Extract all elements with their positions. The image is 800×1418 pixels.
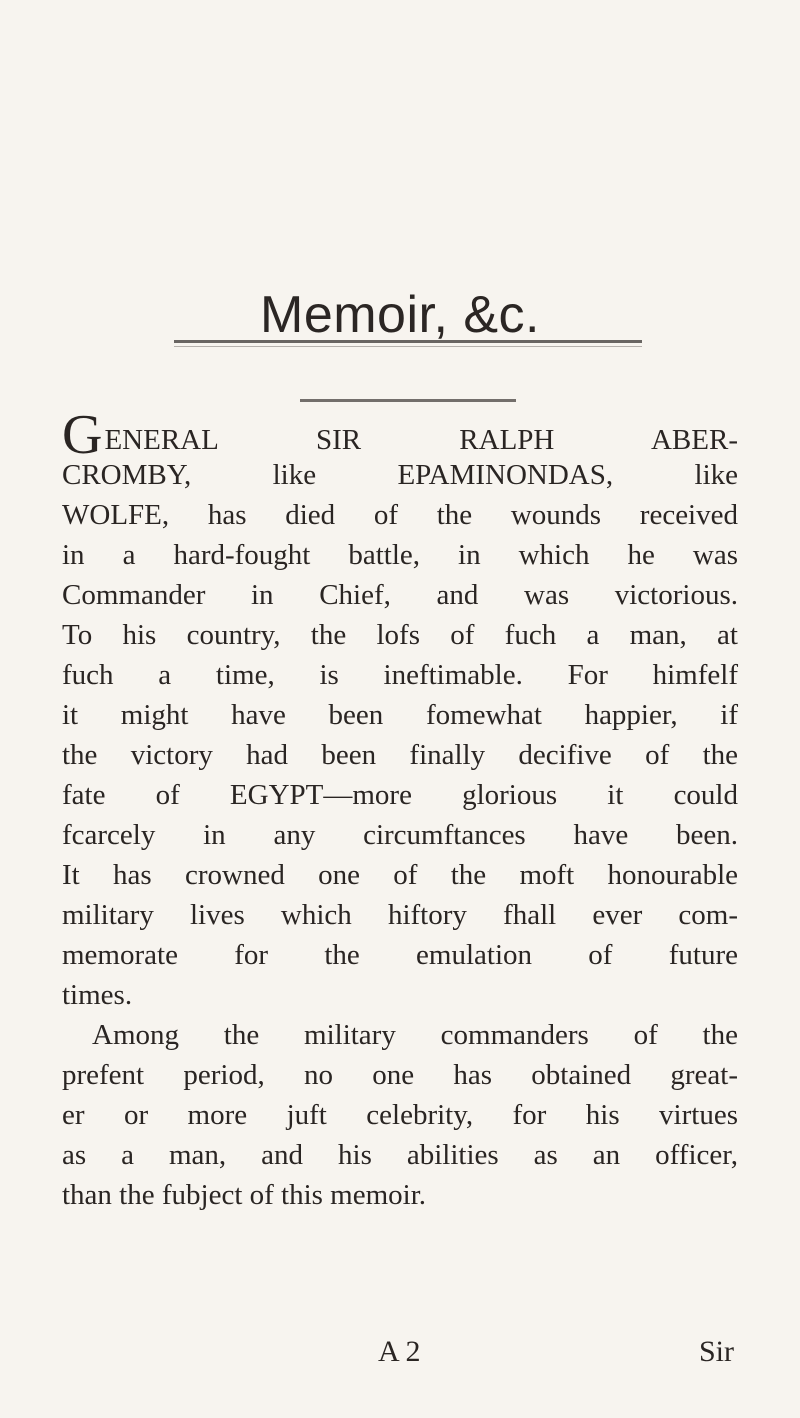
paragraph-1-line-5: Commander in Chief, and was victorious. bbox=[62, 579, 738, 611]
title-rule bbox=[300, 399, 516, 402]
top-rule-thin bbox=[174, 346, 642, 347]
page-footer bbox=[62, 1335, 738, 1375]
paragraph-1-line-4: in a hard-fought battle, in which he was bbox=[62, 539, 738, 571]
paragraph-1-line-10: fate of EGYPT—more glorious it could bbox=[62, 779, 738, 811]
paragraph-1-line-9: the victory had been finally decifive of the bbox=[62, 739, 738, 771]
paragraph-2-line-1: Among the military commanders of the bbox=[92, 1019, 738, 1051]
catchword: Sir bbox=[698, 1335, 734, 1368]
line-text: ENERAL SIR RALPH ABER- bbox=[104, 424, 738, 456]
paragraph-2-line-3: er or more juft celebrity, for his virtues bbox=[62, 1099, 738, 1131]
paragraph-2-line-5: than the fubject of this memoir. bbox=[62, 1179, 427, 1211]
paragraph-1-line-3: WOLFE, has died of the wounds received bbox=[62, 499, 738, 531]
paragraph-1-line-2: CROMBY, like EPAMINONDAS, like bbox=[62, 459, 738, 491]
paragraph-1-line-12: It has crowned one of the moft honourable bbox=[62, 859, 738, 891]
paragraph-1-line-1 bbox=[62, 404, 738, 466]
paragraph-2-line-2: prefent period, no one has obtained great- bbox=[62, 1059, 738, 1091]
paragraph-2-line-4: as a man, and his abilities as an officer, bbox=[62, 1139, 738, 1171]
paragraph-1-line-13: military lives which hiftory fhall ever com- bbox=[62, 899, 738, 931]
paragraph-1-line-8: it might have been fomewhat happier, if bbox=[62, 699, 738, 731]
page-title: Memoir, &c. bbox=[260, 286, 540, 344]
signature-mark: A 2 bbox=[378, 1335, 421, 1368]
drop-cap: G bbox=[62, 404, 103, 466]
paragraph-1-line-11: fcarcely in any circumftances have been. bbox=[62, 819, 738, 851]
paragraph-1-line-15: times. bbox=[62, 979, 133, 1011]
paragraph-1-line-6: To his country, the lofs of fuch a man, at bbox=[62, 619, 738, 651]
paragraph-1-line-7: fuch a time, is ineftimable. For himfelf bbox=[62, 659, 738, 691]
paragraph-1-line-14: memorate for the emulation of future bbox=[62, 939, 738, 971]
body-text bbox=[62, 404, 738, 1215]
